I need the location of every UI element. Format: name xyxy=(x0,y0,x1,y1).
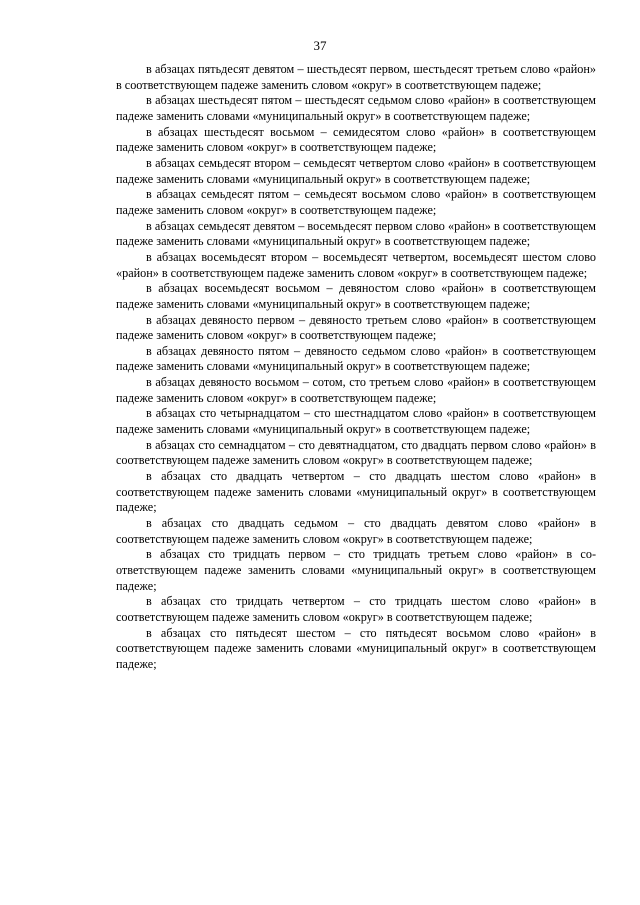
document-body xyxy=(116,62,596,673)
paragraph-16: в абзацах сто тридцать первом – сто тридцать третьем слово «район» в соответствующем падеже заменить словами «муниципальный округ» в соответствующем падеже; xyxy=(116,547,596,593)
paragraph-3: в абзацах шестьдесят восьмом – семидесятом слово «район» в соответствующем падеже заменить словом «округ» в соответствующем падеже; xyxy=(116,124,596,155)
paragraph-1: в абзацах пятьдесят девятом – шестьдесят первом, шестьдесят третьем слово «район» в соответствующем падеже заменить словом «округ» в соответствующем падеже; xyxy=(116,62,596,92)
paragraph-18: в абзацах сто пятьдесят шестом – сто пятьдесят восьмом слово «район» в соответствующем падеже заменить словами «муниципальный округ» в соответствующем падеже; xyxy=(116,625,596,671)
paragraph-14: в абзацах сто двадцать четвертом – сто двадцать шестом слово «район» в соответствующем падеже заменить словами «муниципальный округ» в соответствующем падеже; xyxy=(116,469,596,515)
paragraph-10: в абзацах девяносто пятом – девяносто седьмом слово «район» в соответствующем падеже заменить словами «муниципальный округ» в соответствующем падеже; xyxy=(116,343,596,374)
paragraph-17: в абзацах сто тридцать четвертом – сто тридцать шестом слово «район» в соответствующем падеже заменить словом «округ» в соответствующем падеже; xyxy=(116,594,596,624)
paragraph-6: в абзацах семьдесят девятом – восемьдесят первом слово «район» в соответствующем падеже заменить словами «муниципальный округ» в соответствующем падеже; xyxy=(116,218,596,249)
paragraph-12: в абзацах сто четырнадцатом – сто шестнадцатом слово «район» в соответствующем падеже заменить словами «муниципальный округ» в соответствующем падеже; xyxy=(116,406,596,437)
page-number: 37 xyxy=(313,38,327,53)
paragraph-15: в абзацах сто двадцать седьмом – сто двадцать девятом слово «район» в соответствующем падеже заменить словом «округ» в соответствующем падеже; xyxy=(116,516,596,546)
paragraph-4: в абзацах семьдесят втором – семьдесят четвертом слово «район» в соответствующем падеже заменить словами «муниципальный округ» в соответствующем падеже; xyxy=(116,155,596,186)
paragraph-8: в абзацах восемьдесят восьмом – девяностом слово «район» в соответствующем падеже заменить словами «муниципальный округ» в соответствующем падеже; xyxy=(116,281,596,311)
paragraph-9: в абзацах девяносто первом – девяносто третьем слово «район» в соответствующем падеже заменить словом «округ» в соответствующем падеже; xyxy=(116,312,596,343)
paragraph-13: в абзацах сто семнадцатом – сто девятнадцатом, сто двадцать первом слово «район» в соответствующем падеже заменить словом «округ» в соответствующем падеже; xyxy=(116,437,596,468)
paragraph-2: в абзацах шестьдесят пятом – шестьдесят седьмом слово «район» в соответствующем падеже заменить словами «муниципальный округ» в соответствующем падеже; xyxy=(116,93,596,123)
paragraph-5: в абзацах семьдесят пятом – семьдесят восьмом слово «район» в соответствующем падеже заменить словом «округ» в соответствующем падеже; xyxy=(116,187,596,217)
paragraph-11: в абзацах девяносто восьмом – сотом, сто третьем слово «район» в соответствующем падеже заменить словом «округ» в соответствующем падеже; xyxy=(116,375,596,405)
paragraph-7: в абзацах восемьдесят втором – восемьдесят четвертом, восемьдесят шестом слово «район» в соответствующем падеже заменить словом «округ» в соответствующем падеже; xyxy=(116,249,596,280)
